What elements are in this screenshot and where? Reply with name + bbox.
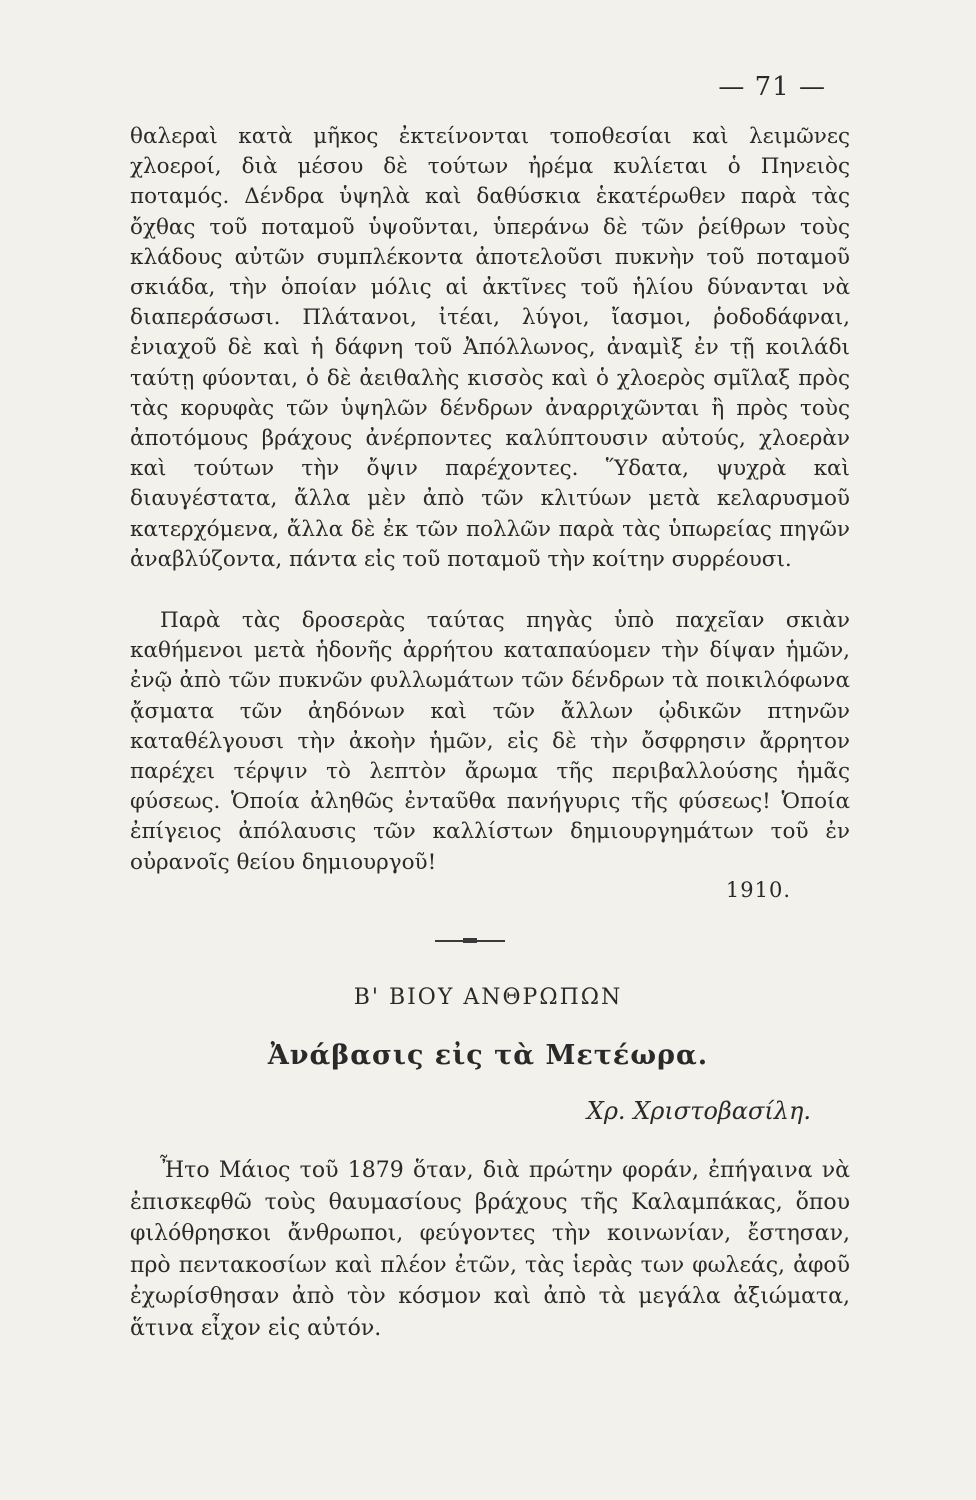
section-divider bbox=[435, 940, 505, 942]
page-number: — 71 — bbox=[718, 72, 826, 102]
author-name: Χρ. Χριστοβασίλη. bbox=[586, 1097, 811, 1125]
article-title: Ἀνάβασις εἰς τὰ Μετέωρα. bbox=[267, 1040, 709, 1071]
paragraph-1: θαλεραὶ κατὰ μῆκος ἐκτείνονται τοποθεσίαι καὶ λειμῶνες χλοεροί, διὰ μέσου δὲ τούτων ἠρέμα κυλίεται ὁ Πηνειὸς ποταμός. Δένδρα ὑψηλὰ καὶ δαθύσκια ἑκατέρωθεν παρὰ τὰς ὄχθας τοῦ ποταμοῦ ὑψοῦνται, ὑπεράνω δὲ τῶν ῥείθρων τοὺς κλάδους αὐτῶν συμπλέκοντα ἀποτελοῦσι πυκνὴν τοῦ ποταμοῦ σκιάδα, τὴν ὁποίαν μόλις αἱ ἀκτῖνες τοῦ ἡλίου δύνανται νὰ διαπεράσωσι. Πλάτανοι, ἰτέαι, λύγοι, ἴασμοι, ῥοδοδάφναι, ἐνιαχοῦ δὲ καὶ ἡ δάφνη τοῦ Ἀπόλλωνος, ἀναμὶξ ἐν τῇ κοιλάδι ταύτῃ φύονται, ὁ δὲ ἀειθαλὴς κισσὸς καὶ ὁ χλοερὸς σμῖλαξ πρὸς τὰς κορυφὰς τῶν ὑψηλῶν δένδρων ἀναρριχῶνται ἢ πρὸς τοὺς ἀποτόμους βράχους ἀνέρποντες καλύπτουσιν αὐτούς, χλοερὰν καὶ τούτων τὴν ὄψιν παρέχοντες. Ὕδατα, ψυχρὰ καὶ διαυγέστατα, ἄλλα μὲν ἀπὸ τῶν κλιτύων μετὰ κελαρυσμοῦ κατερχόμενα, ἄλλα δὲ ἐκ τῶν πολλῶν παρὰ τὰς ὑπωρείας πηγῶν ἀναβλύζοντα, πάντα εἰς τοῦ ποταμοῦ τὴν κοίτην συρρέουσι. bbox=[130, 124, 850, 572]
paragraph-2: Παρὰ τὰς δροσερὰς ταύτας πηγὰς ὑπὸ παχεῖαν σκιὰν καθήμενοι μετὰ ἡδονῆς ἀρρήτου καταπαύομεν τὴν δίψαν ἡμῶν, ἐνῷ ἀπὸ τῶν πυκνῶν φυλλωμάτων τῶν δένδρων τὰ ποικιλόφωνα ᾄσματα τῶν ἀηδόνων καὶ τῶν ἄλλων ᾠδικῶν πτηνῶν καταθέλγουσι τὴν ἀκοὴν ἡμῶν, εἰς δὲ τὴν ὄσφρησιν ἄρρητον παρέχει τέρψιν τὸ λεπτὸν ἄρωμα τῆς περιβαλλούσης ἡμᾶς φύσεως. Ὁποία ἀληθῶς ἐνταῦθα πανήγυρις τῆς φύσεως! Ὁποία ἐπίγειος ἀπόλαυσις τῶν καλλίστων δημιουργημάτων τοῦ ἐν οὐρανοῖς θείου δημιουργοῦ! bbox=[130, 608, 850, 875]
section-heading: Β' ΒΙΟΥ ΑΝΘΡΩΠΩΝ bbox=[353, 985, 623, 1010]
date: 1910. bbox=[725, 878, 791, 902]
paragraph-3: Ἦτο Μάιος τοῦ 1879 ὅταν, διὰ πρώτην φοράν, ἐπήγαινα νὰ ἐπισκεφθῶ τοὺς θαυμασίους βράχους τῆς Καλαμπάκας, ὅπου φιλόθρησκοι ἄνθρωποι, φεύγοντες τὴν κοινωνίαν, ἔστησαν, πρὸ πεντακοσίων καὶ πλέον ἐτῶν, τὰς ἱερὰς των φωλεάς, ἀφοῦ ἐχωρίσθησαν ἀπὸ τὸν κόσμον καὶ ἀπὸ τὰ μεγάλα ἀξιώματα, ἅτινα εἶχον εἰς αὐτόν. bbox=[130, 1158, 850, 1341]
